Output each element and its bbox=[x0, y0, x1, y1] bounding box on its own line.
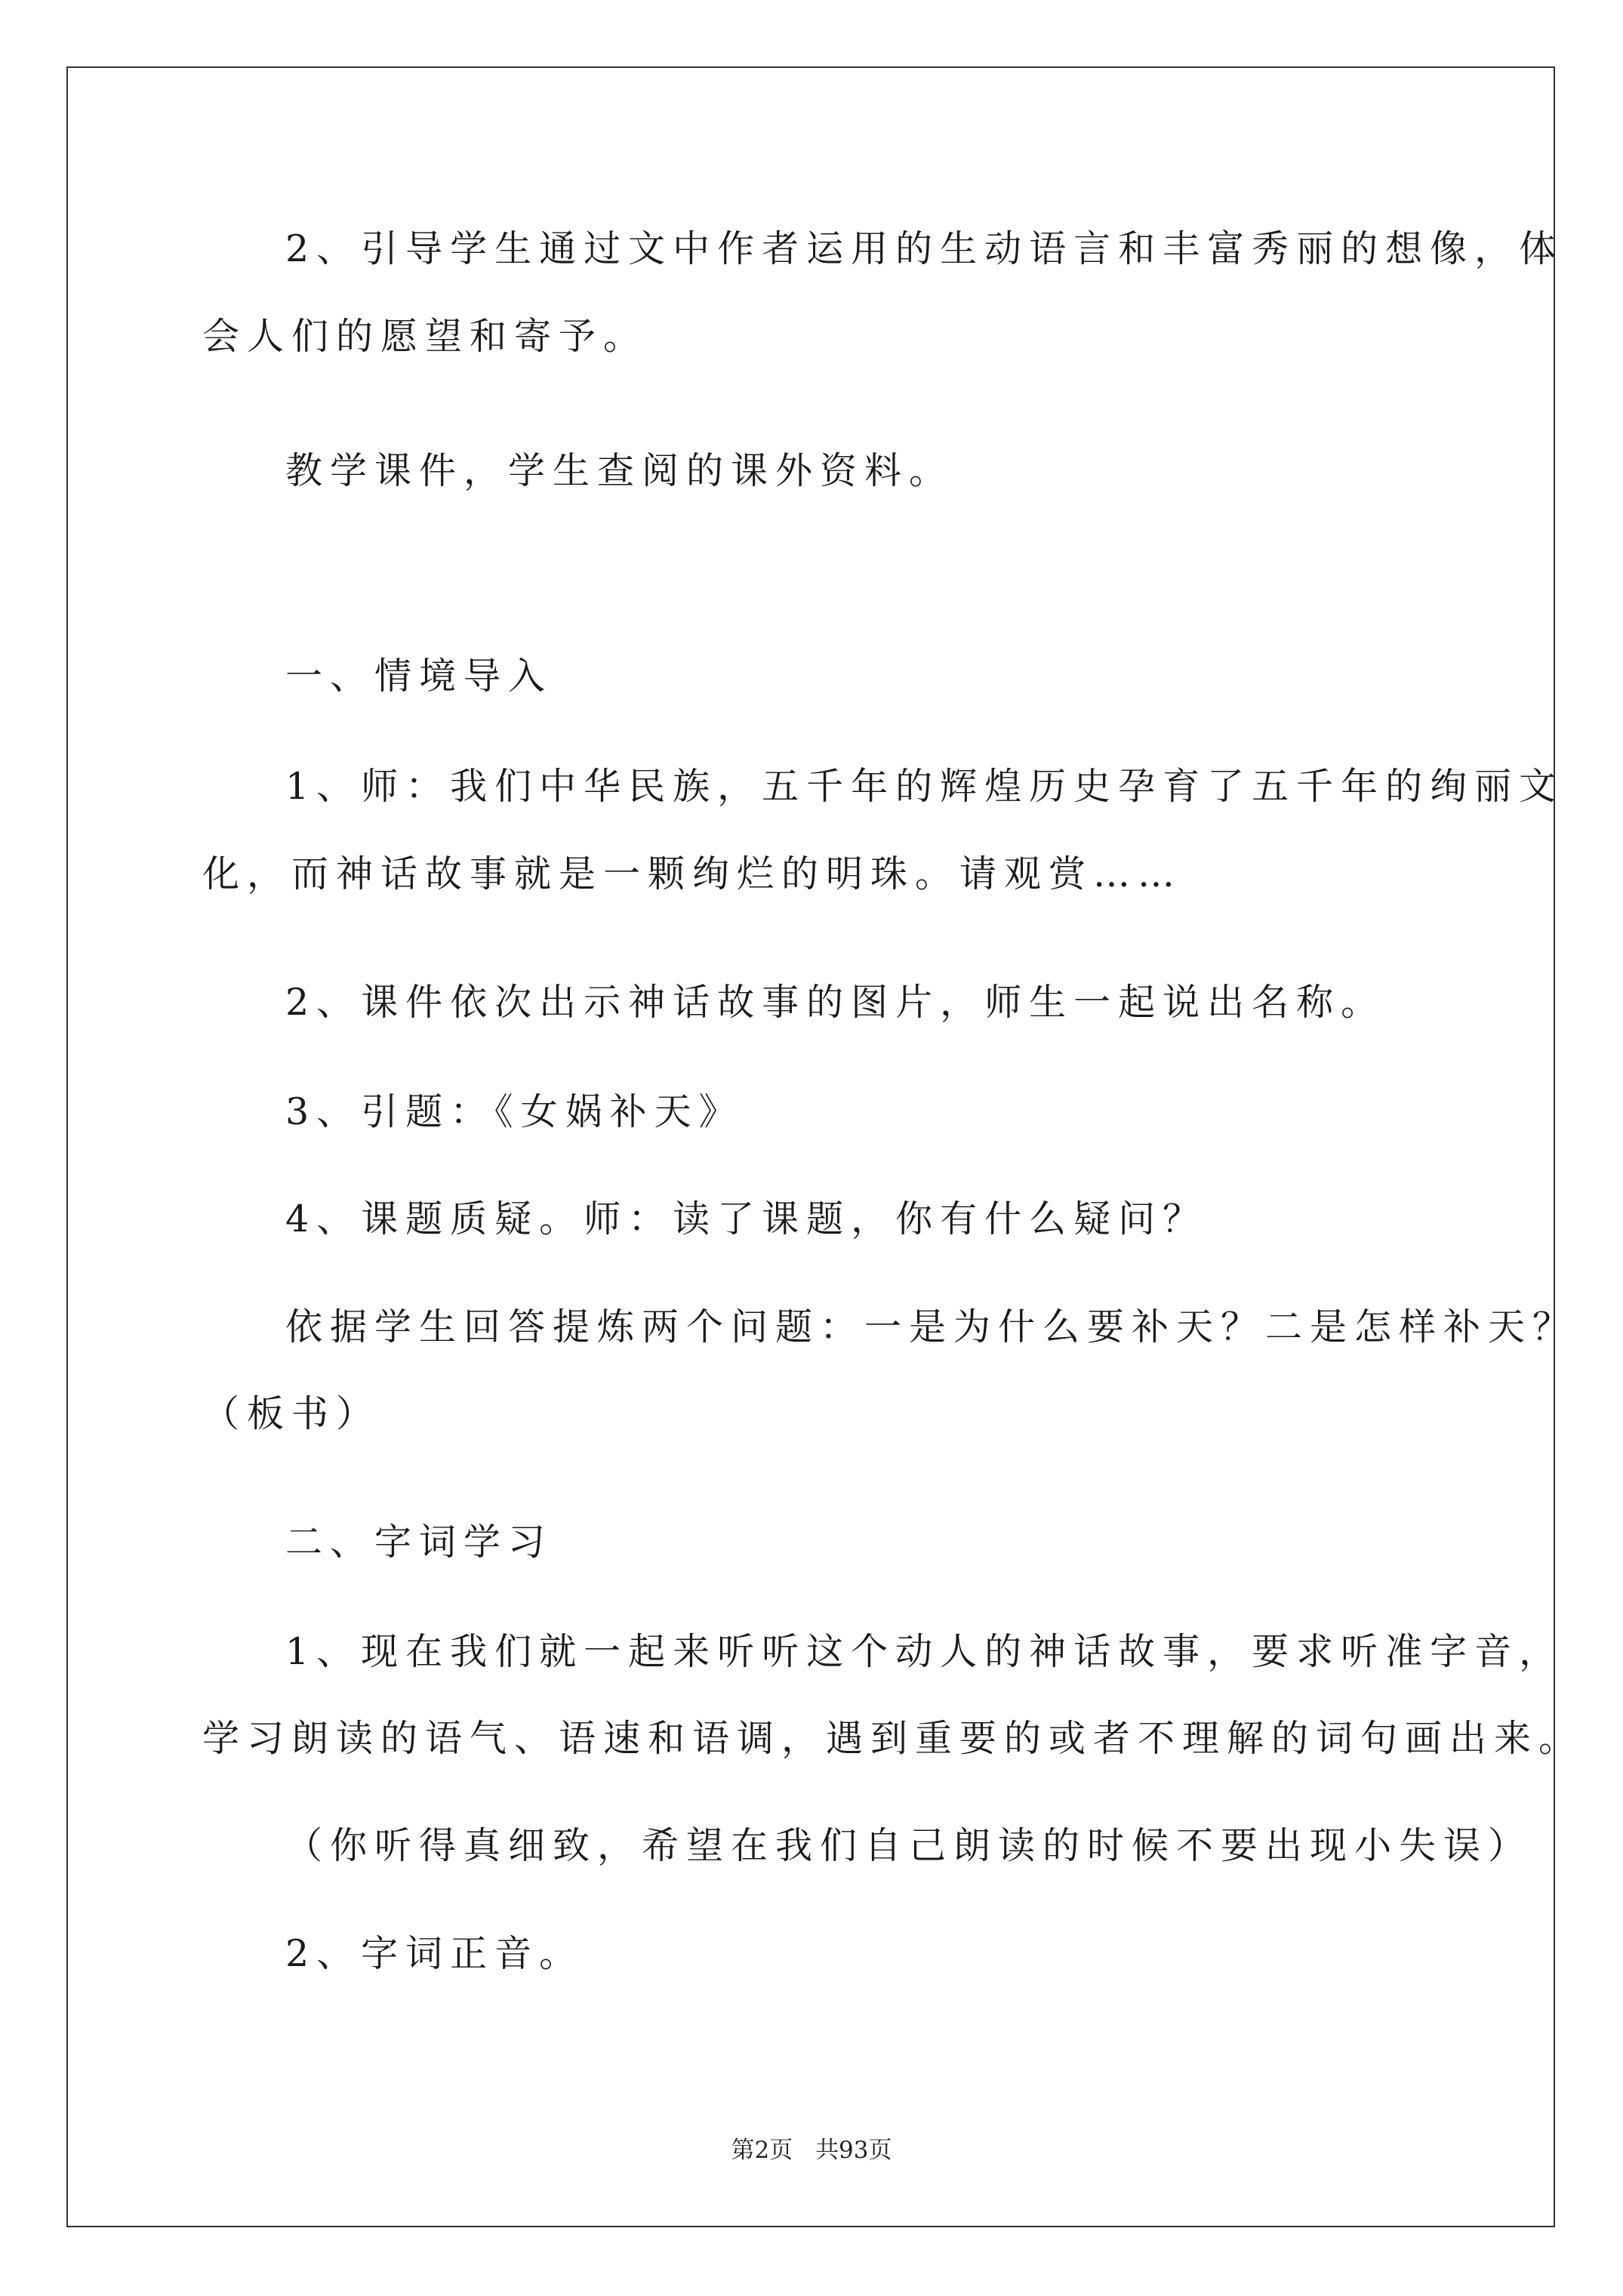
page-total: 共93页 bbox=[815, 2137, 892, 2164]
section-heading-2: 二、字词学习 bbox=[285, 1521, 553, 1564]
page-border bbox=[66, 66, 1555, 2227]
paragraph-10-line-1: 1、现在我们就一起来听听这个动人的神话故事，要求听准字音， bbox=[285, 1630, 1564, 1673]
paragraph-8-line-1: 依据学生回答提炼两个问题：一是为什么要补天？二是怎样补天？ bbox=[285, 1305, 1578, 1348]
paragraph-7: 4、课题质疑。师：读了课题，你有什么疑问？ bbox=[285, 1197, 1208, 1240]
paragraph-4-line-2: 化，而神话故事就是一颗绚烂的明珠。请观赏…… bbox=[202, 852, 1183, 895]
paragraph-12: 2、字词正音。 bbox=[285, 1932, 584, 1975]
paragraph-8-line-2: （板书） bbox=[202, 1392, 381, 1435]
section-heading-1: 一、情境导入 bbox=[285, 655, 553, 698]
page-number: 第2页 bbox=[731, 2137, 793, 2164]
paragraph-6: 3、引题：《女娲补天》 bbox=[285, 1090, 744, 1133]
paragraph-10-line-2: 学习朗读的语气、语速和语调，遇到重要的或者不理解的词句画出来。 bbox=[202, 1717, 1584, 1760]
page-footer bbox=[0, 2135, 1623, 2165]
paragraph-5: 2、课件依次出示神话故事的图片，师生一起说出名称。 bbox=[285, 981, 1386, 1024]
paragraph-1-line-2: 会人们的愿望和寄予。 bbox=[202, 315, 648, 358]
paragraph-11: （你听得真细致，希望在我们自己朗读的时候不要出现小失误） bbox=[285, 1824, 1533, 1867]
paragraph-4-line-1: 1、师：我们中华民族，五千年的辉煌历史孕育了五千年的绚丽文 bbox=[285, 765, 1564, 808]
paragraph-2: 教学课件，学生查阅的课外资料。 bbox=[285, 449, 954, 492]
paragraph-1-line-1: 2、引导学生通过文中作者运用的生动语言和丰富秀丽的想像，体 bbox=[285, 227, 1564, 270]
